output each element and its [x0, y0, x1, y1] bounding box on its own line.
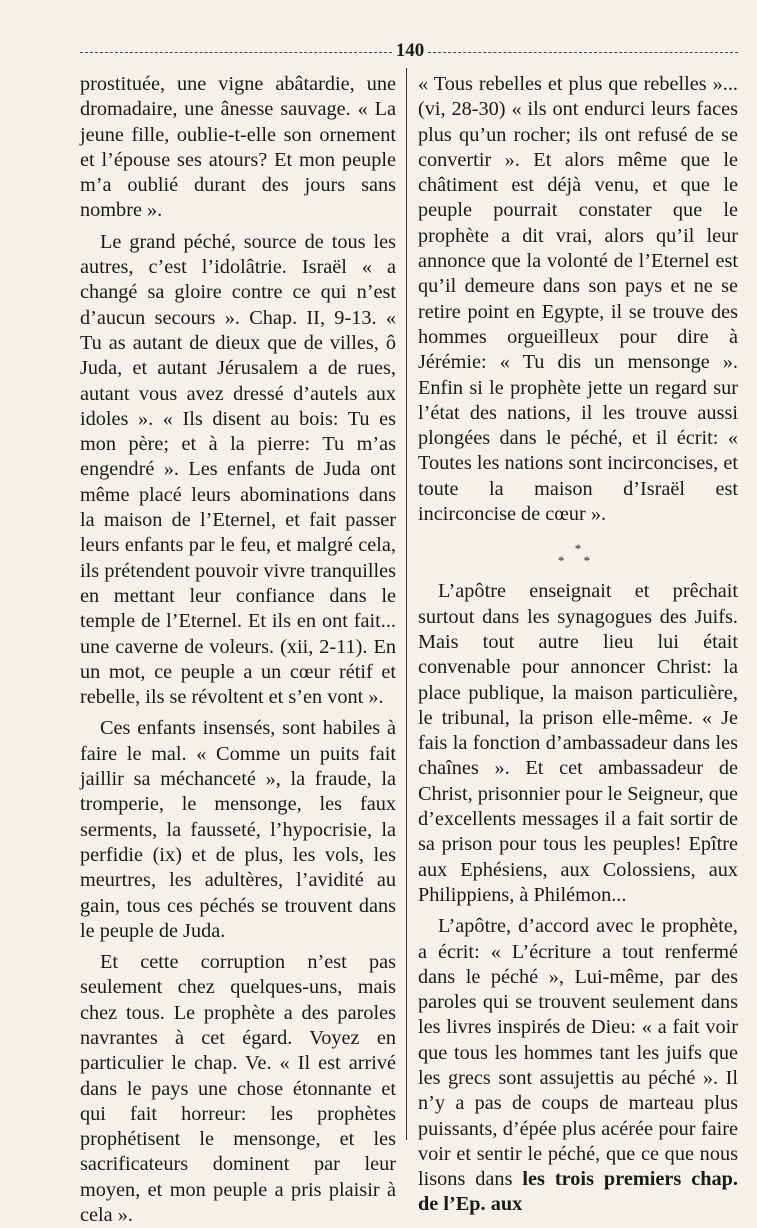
paragraph: Ces enfants insensés, sont habiles à faire le mal. « Comme un puits fait jaillir sa méchanceté », la fraude, la tromperie, le mensonge, les faux serments, la fausseté, l’hypocrisie, la perfidie (ix) et de plus, les vols, les meurtres, les adultères, l’avidité au gain, tous ces péchés se trouvent dans le peuple de Juda. [80, 717, 396, 942]
separator-stars-bottom: * * [557, 553, 599, 569]
paragraph-text: L’apôtre, d’accord avec le prophète, a écrit: « L’écriture a tout renfermé dans le péché », Lui-même, par des paroles qui se trouvent seulement dans les livres inspirés de Dieu: « a fait voir que tous les hommes tant les juifs que les grecs sont assujettis au péché ». Il n’y a pas de coups de marteau plus puissants, d’épée plus acérée pour faire voir et sentir le péché, que ce que nous lisons dans [418, 915, 738, 1191]
page-header [80, 40, 738, 64]
paragraph: « Tous rebelles et plus que rebelles »... (vi, 28-30) « ils ont endurci leurs faces plus qu’un rocher; ils ont refusé de se convertir ». Et alors même que le châtiment est déjà venu, et que le peuple pourrait constater que le prophète a dit vrai, alors qu’il leur annonce que la volonté de l’Eternel est qu’il demeure dans son pays et ne se retire point en Egypte, il se trouve des hommes orgueilleux pour dire à Jérémie: « Tu dis un mensonge ». Enfin si le prophète jette un regard sur l’état des nations, il les trouve aussi plongées dans le péché, et il écrit: « Toutes les nations sont incirconcises, et toute la maison d’Israël est incirconcise de cœur ». [418, 73, 738, 526]
paragraph: prostituée, une vigne abâtardie, une dromadaire, une ânesse sauvage. « La jeune fille, oublie-t-elle son ornement et l’épouse ses atours? Et mon peuple m’a oublié durant des jours sans nombre ». [80, 73, 396, 222]
section-separator [418, 543, 738, 567]
header-rule-left [80, 52, 392, 53]
left-column [80, 72, 396, 1228]
paragraph: Et cette corruption n’est pas seulement chez quelques-uns, mais chez tous. Le prophète a des paroles navrantes à cet égard. Voyez en particulier le chap. Ve. « Il est arrivé dans le pays une chose étonnante et qui fait horreur: les prophètes prophétisent le mensonge, et les sacrificateurs dominent par leur moyen, et mon peuple a pris plaisir à cela ». [80, 951, 396, 1227]
paragraph-end-bold: les trois premiers chap. de l’Ep. aux [418, 1168, 738, 1216]
separator-star-top: * [574, 541, 582, 557]
page-number: 140 [395, 40, 425, 61]
header-rule-right [428, 52, 738, 53]
paragraph: Le grand péché, source de tous les autres, c’est l’idolâtrie. Israël « a changé sa gloire contre ce qui n’est d’aucun secours ». Chap. II, 9-13. « Tu as autant de dieux que de villes, ô Juda, et autant Jérusalem a de rues, autant vous avez dressé d’autels aux idoles ». « Ils disent au bois: Tu es mon père; et à la pierre: Tu m’as engendré ». Les enfants de Juda ont même placé leurs abominations dans la maison de l’Eternel, et fait passer leurs enfants par le feu, et malgré cela, ils prétendent pouvoir vivre tranquilles en mettant leur confiance dans le temple de l’Eternel. Et ils en ont fait... une caverne de voleurs. (xii, 2-11). En un mot, ce peuple a un cœur rétif et rebelle, ils se révoltent et s’en vont ». [80, 230, 396, 709]
paragraph [418, 914, 738, 1218]
paragraph: L’apôtre enseignait et prêchait surtout dans les synagogues des Juifs. Mais tout autre lieu lui était convenable pour annoncer Christ: la place publique, la maison particulière, le tribunal, la prison elle-même. « Je fais la fonction d’ambassadeur dans les chaînes ». Et cet ambassadeur de Christ, prisonnier pour le Seigneur, que d’excellents messages il a fait sortir de sa prison pour tous les peuples! Epître aux Ephésiens, aux Colossiens, aux Philippiens, à Philémon... [418, 580, 738, 906]
right-column [418, 72, 738, 1218]
column-divider [406, 68, 407, 1140]
